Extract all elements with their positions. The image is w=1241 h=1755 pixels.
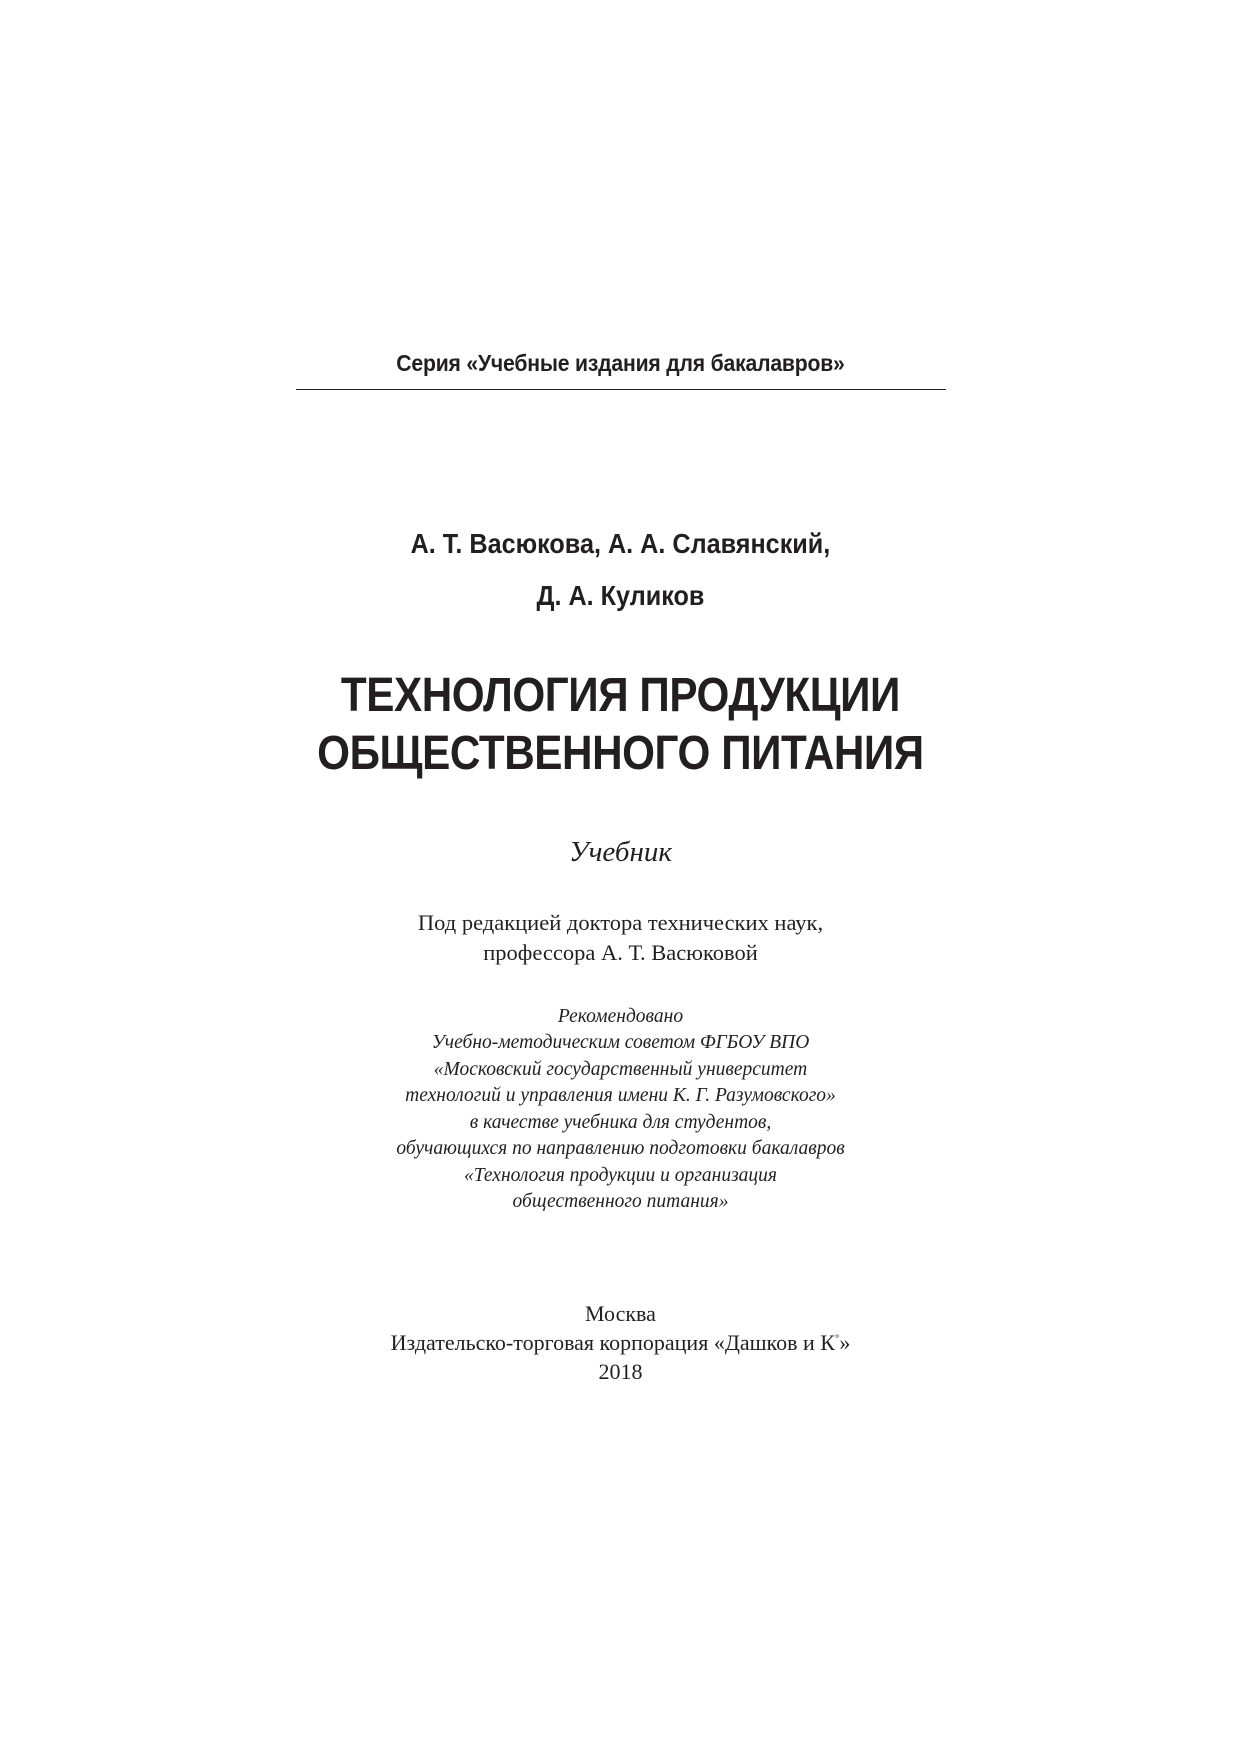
degree-mark: ° bbox=[834, 1332, 840, 1345]
series-title: Серия «Учебные издания для бакалавров» bbox=[396, 350, 845, 376]
publisher-name: Издательско-торговая корпорация «Дашков и К bbox=[390, 1330, 835, 1355]
recommendation-line: «Московский государственный университет bbox=[433, 1059, 808, 1080]
authors-line-1: А. Т. Васюкова, А. А. Славянский, bbox=[410, 528, 831, 559]
recommendation-line: Рекомендовано bbox=[557, 1006, 684, 1027]
publisher-closing-quote: » bbox=[839, 1330, 851, 1355]
recommendation-line: Учебно-методическим советом ФГБОУ ВПО bbox=[431, 1032, 810, 1053]
imprint-city: Москва bbox=[585, 1301, 656, 1326]
series-divider bbox=[296, 389, 946, 390]
editor-line-1: Под редакцией доктора технических наук, bbox=[417, 910, 824, 935]
imprint-year: 2018 bbox=[598, 1359, 643, 1384]
recommendation-line: общественного питания» bbox=[512, 1191, 729, 1212]
recommendation-line: в качестве учебника для студентов, bbox=[469, 1112, 772, 1133]
recommendation-line: технологий и управления имени К. Г. Разумовского» bbox=[405, 1085, 836, 1106]
recommendation-line: обучающихся по направлению подготовки бакалавров bbox=[396, 1138, 845, 1159]
authors-line-2: Д. А. Куликов bbox=[536, 580, 705, 611]
book-title-line-1: ТЕХНОЛОГИЯ ПРОДУКЦИИ bbox=[340, 669, 900, 722]
book-title-line-2: ОБЩЕСТВЕННОГО ПИТАНИЯ bbox=[317, 727, 924, 780]
recommendation-line: «Технология продукции и организация bbox=[464, 1165, 777, 1186]
editor-line-2: профессора А. Т. Васюковой bbox=[483, 940, 758, 965]
imprint-publisher bbox=[0, 1328, 1241, 1357]
book-genre: Учебник bbox=[569, 836, 672, 868]
